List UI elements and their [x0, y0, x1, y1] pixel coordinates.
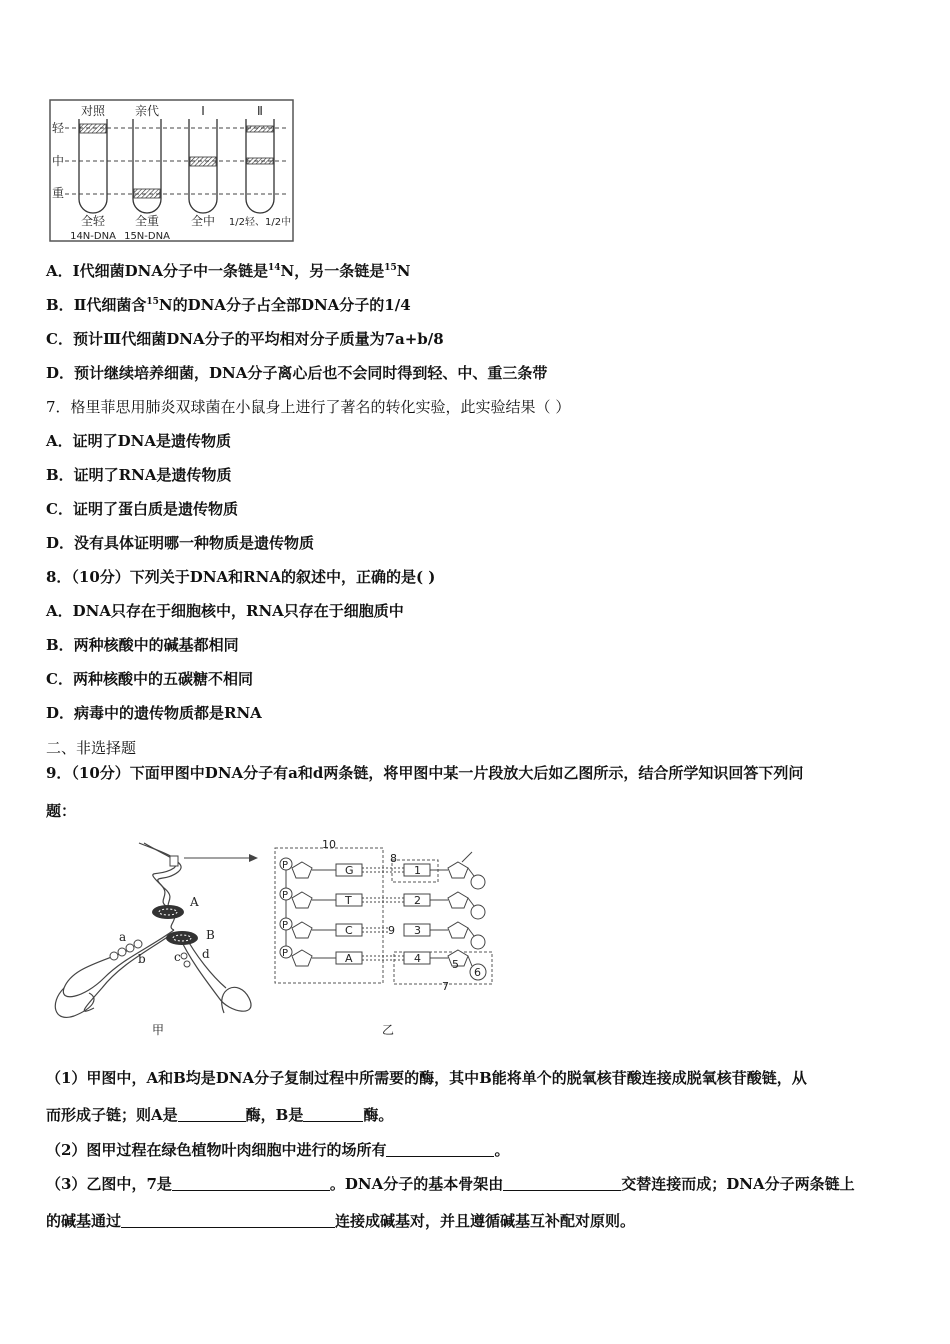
row-label-light: 轻 — [52, 121, 65, 135]
q6-option-d: D．预计继续培养细菌，DNA分子离心后也不会同时得到轻、中、重三条带 — [46, 364, 548, 382]
base-g: G — [345, 864, 354, 877]
q6-option-b: B．Ⅱ代细菌含$^{15}$N的DNA分子占全部DNA分子的1/4 — [46, 296, 411, 314]
row-label-heavy: 重 — [52, 186, 65, 200]
left-strand — [280, 858, 336, 966]
label-5: 5 — [452, 958, 459, 971]
bottom-label-all-light: 全轻 — [80, 214, 106, 228]
base-3: 3 — [414, 924, 421, 937]
answer-blank-backbone[interactable] — [503, 1175, 621, 1191]
section-heading: 二、非选择题 — [46, 739, 137, 757]
centrifuge-figure — [49, 99, 295, 243]
p-1: P — [282, 860, 289, 871]
label-7: 7 — [442, 980, 449, 993]
label-8: 8 — [390, 852, 397, 865]
q9-part3-line1: （3）乙图中，7是 。DNA分子的基本骨架由 交替连接而成；DNA分子两条链上 — [46, 1175, 855, 1193]
label-d-strand: d — [202, 947, 210, 961]
q9-stem-line1: 9．（10分）下面甲图中DNA分子有a和d两条链，将甲图中某一片段放大后如乙图所示，结合所学知识回答下列问 — [46, 764, 804, 782]
bottom-label-all-heavy: 全重 — [134, 214, 160, 228]
q9-stem-line2: 题： — [46, 802, 77, 820]
bottom-label-all-middle: 全中 — [190, 214, 216, 228]
label-c-strand: c — [174, 950, 181, 964]
p-3: P — [282, 920, 289, 931]
base-c: C — [345, 924, 353, 937]
q9-part1-line2: 而形成子链；则A是 酶，B是 酶。 — [46, 1106, 394, 1124]
answer-blank-bond[interactable] — [121, 1212, 335, 1228]
band-gen2-light — [247, 126, 273, 132]
answer-blank-enzyme-a[interactable] — [178, 1106, 246, 1122]
q6-option-a: A．Ⅰ代细菌DNA分子中一条链是$^{14}$N，另一条链是$^{15}$N — [46, 262, 411, 280]
q7-option-a: A．证明了DNA是遗传物质 — [46, 432, 231, 450]
label-9: 9 — [388, 924, 395, 937]
base-1: 1 — [414, 864, 421, 877]
q9-part2: （2）图甲过程在绿色植物叶肉细胞中进行的场所有 。 — [46, 1141, 510, 1159]
q8-stem: 8．（10分）下列关于DNA和RNA的叙述中，正确的是( ) — [46, 568, 436, 586]
label-b-upper: B — [206, 928, 215, 942]
base-4: 4 — [414, 952, 421, 965]
label-6: 6 — [474, 966, 481, 979]
q8-option-c: C．两种核酸中的五碳糖不相同 — [46, 670, 253, 688]
label-a-upper: A — [190, 895, 199, 909]
bottom-label-half: 1/2轻、1/2中 — [228, 217, 292, 228]
caption-jia: 甲 — [152, 1023, 165, 1037]
label-b-strand: b — [138, 952, 146, 966]
dna-structure-figure — [272, 838, 497, 1038]
base-t: T — [345, 894, 352, 907]
q9-part3-line2: 的碱基通过 连接成碱基对，并且遵循碱基互补配对原则。 — [46, 1212, 636, 1230]
caption-yi: 乙 — [382, 1023, 395, 1037]
label-10: 10 — [322, 838, 336, 851]
band-parent-heavy — [134, 189, 160, 198]
answer-blank-7[interactable] — [172, 1175, 330, 1191]
bottom-sub-15n: 15N-DNA — [124, 231, 170, 242]
label-a-strand: a — [119, 930, 127, 944]
q8-option-b: B．两种核酸中的碱基都相同 — [46, 636, 239, 654]
q6-option-c: C．预计Ⅲ代细菌DNA分子的平均相对分子质量为7a+b/8 — [46, 330, 444, 348]
q7-stem: 7．格里菲思用肺炎双球菌在小鼠身上进行了著名的转化实验，此实验结果（ ） — [46, 398, 571, 416]
p-2: P — [282, 890, 289, 901]
bottom-sub-14n: 14N-DNA — [70, 231, 116, 242]
col-label-control: 对照 — [80, 104, 106, 118]
band-control-light — [80, 124, 106, 133]
band-gen1-middle — [190, 157, 216, 166]
base-2: 2 — [414, 894, 421, 907]
row-label-middle: 中 — [52, 154, 65, 168]
q7-option-c: C．证明了蛋白质是遗传物质 — [46, 500, 238, 518]
q8-option-d: D．病毒中的遗传物质都是RNA — [46, 704, 262, 722]
base-a: A — [345, 952, 353, 965]
answer-blank-enzyme-b[interactable] — [303, 1106, 363, 1122]
col-label-parent: 亲代 — [134, 104, 160, 118]
answer-blank-location[interactable] — [386, 1141, 494, 1157]
dna-replication-figure — [44, 838, 274, 1038]
col-label-gen2: Ⅱ — [257, 104, 263, 118]
q7-option-d: D．没有具体证明哪一种物质是遗传物质 — [46, 534, 315, 552]
enzyme-a — [152, 905, 184, 919]
p-4: P — [282, 948, 289, 959]
col-label-gen1: Ⅰ — [201, 104, 205, 118]
band-gen2-middle — [247, 158, 273, 164]
q9-part1-line1: （1）甲图中，A和B均是DNA分子复制过程中所需要的酶，其中B能将单个的脱氧核苷酸连接成脱氧核苷酸链，从 — [46, 1069, 807, 1087]
q7-option-b: B．证明了RNA是遗传物质 — [46, 466, 232, 484]
q8-option-a: A．DNA只存在于细胞核中，RNA只存在于细胞质中 — [46, 602, 404, 620]
enzyme-b — [166, 931, 198, 945]
